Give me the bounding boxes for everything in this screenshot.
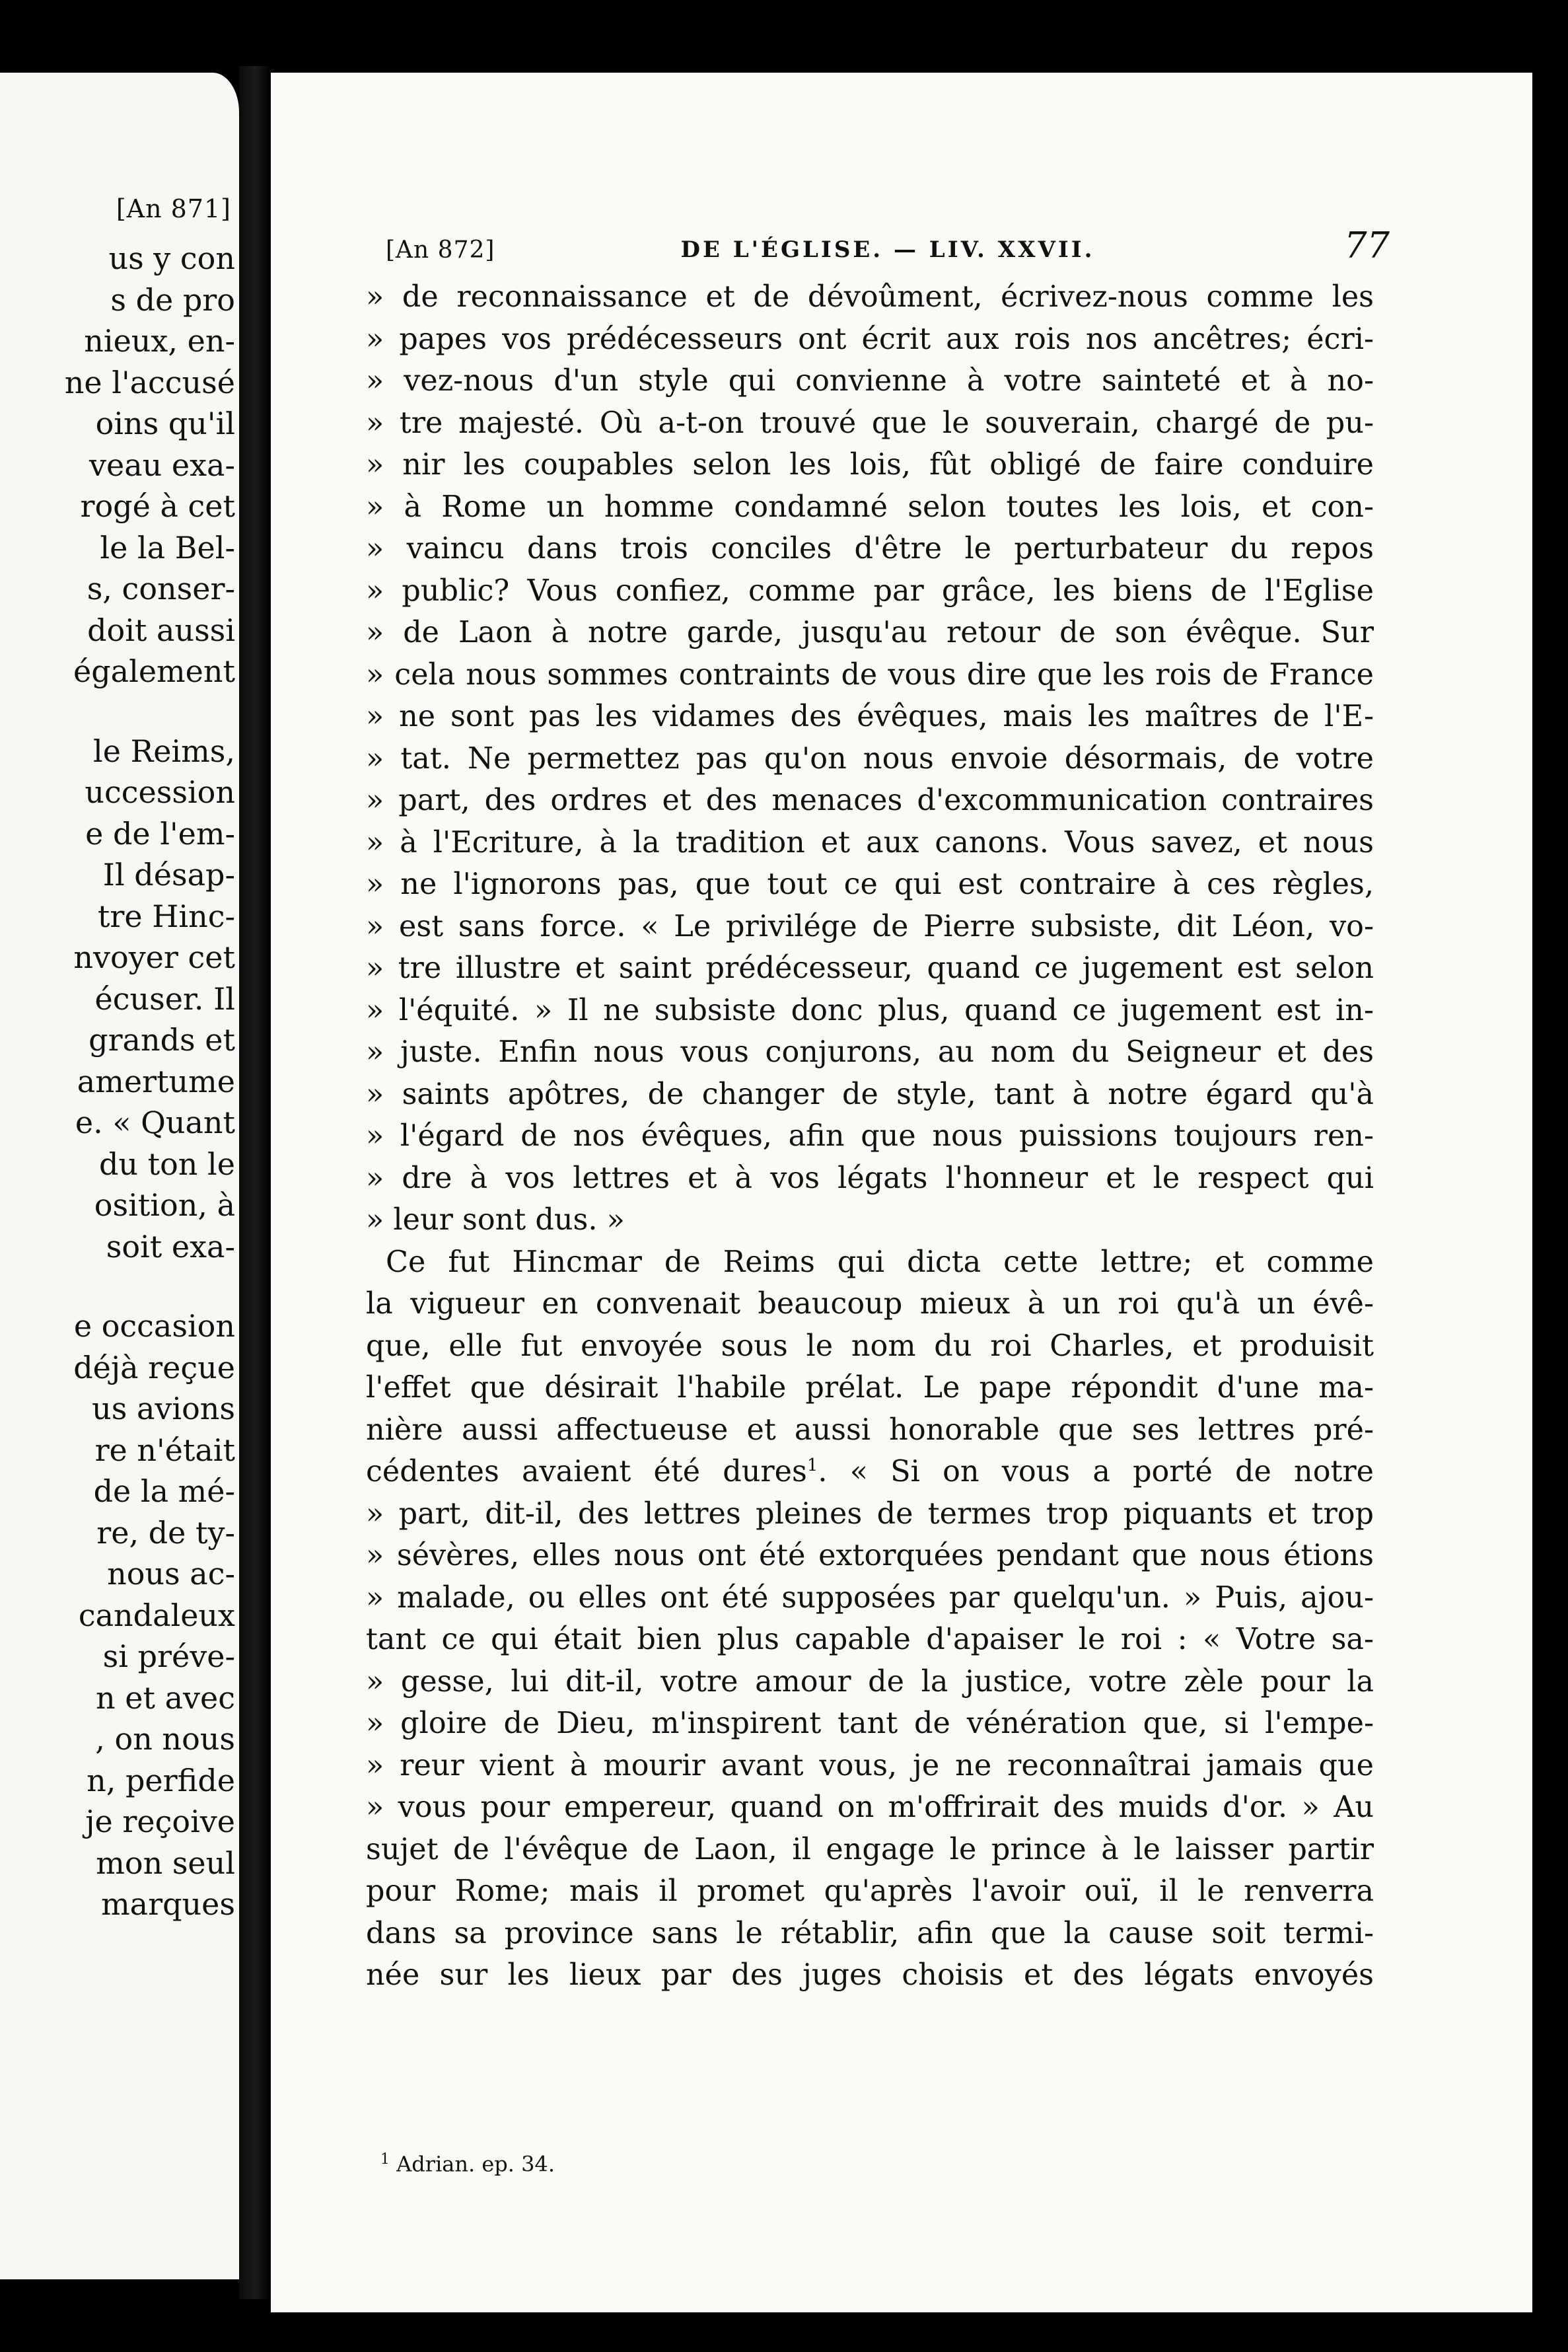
- left-line: marques: [101, 1886, 235, 1922]
- text-line: née sur les lieux par des juges choisis et des légats envoyés: [366, 1958, 1374, 1992]
- left-line: de la mé-: [93, 1473, 235, 1509]
- left-page-text: [11, 238, 235, 1925]
- text-line: » de Laon à notre garde, jusqu'au retour de son évêque. Sur: [366, 616, 1374, 649]
- left-line: n, perfide: [87, 1762, 235, 1798]
- running-head-title: DE L'ÉGLISE. — LIV. XXVII.: [680, 237, 1095, 263]
- left-facing-page: [0, 73, 239, 2279]
- left-line: du ton le: [98, 1146, 235, 1182]
- text-line: nière aussi affectueuse et aussi honorable que ses lettres pré-: [366, 1413, 1374, 1447]
- text-line: » nir les coupables selon les lois, fût obligé de faire conduire: [366, 448, 1374, 482]
- text-line: » à Rome un homme condamné selon toutes les lois, et con-: [366, 490, 1374, 524]
- footnote-mark: 1: [380, 2151, 390, 2168]
- text-line: » gesse, lui dit-il, votre amour de la justice, votre zèle pour la: [366, 1664, 1374, 1699]
- text-line: la vigueur en convenait beaucoup mieux à un roi qu'à un évê-: [366, 1287, 1374, 1321]
- text-line: » est sans force. « Le privilége de Pierre subsiste, dit Léon, vo-: [366, 909, 1374, 943]
- left-line: re n'était: [94, 1432, 235, 1468]
- left-line: veau exa-: [89, 447, 235, 483]
- text-line: » vous pour empereur, quand on m'offrirait des muids d'or. » Au: [366, 1790, 1374, 1824]
- left-line: re, de ty-: [96, 1514, 235, 1551]
- left-line: le Reims,: [93, 733, 235, 769]
- left-line: Il désap-: [102, 857, 235, 893]
- left-line: je reçoive: [85, 1804, 235, 1839]
- left-line: s de pro: [110, 281, 235, 318]
- left-line: osition, à: [94, 1187, 235, 1223]
- text-line-with-footnote: [366, 1451, 1374, 1493]
- left-line: nous ac-: [107, 1556, 235, 1592]
- running-head: [386, 225, 1390, 276]
- text-line: » public? Vous confiez, comme par grâce, les biens de l'Eglise: [366, 573, 1374, 608]
- left-line: si préve-: [102, 1638, 235, 1674]
- text-line: » vez-nous d'un style qui convienne à votre sainteté et à no-: [366, 364, 1374, 398]
- left-line: oins qu'il: [95, 406, 235, 441]
- text-line: » part, dit-il, des lettres pleines de termes trop piquants et trop: [366, 1496, 1374, 1531]
- left-line: amertume: [77, 1063, 235, 1099]
- running-head-year: [An 872]: [386, 237, 495, 264]
- left-line: n et avec: [96, 1679, 235, 1716]
- left-page-running-head: [An 871]: [116, 194, 231, 223]
- text-line: » part, des ordres et des menaces d'excommunication contraires: [366, 784, 1374, 817]
- left-line: écuser. Il: [94, 980, 235, 1017]
- text-line: » saints apôtres, de changer de style, tant à notre égard qu'à: [366, 1077, 1374, 1111]
- left-line: s, conser-: [87, 571, 235, 606]
- text-line: sujet de l'évêque de Laon, il engage le prince à le laisser partir: [366, 1832, 1374, 1866]
- text-line: l'effet que désirait l'habile prélat. Le pape répondit d'une ma-: [366, 1371, 1374, 1405]
- text-line: » malade, ou elles ont été supposées par quelqu'un. » Puis, ajou-: [366, 1580, 1374, 1615]
- text-fragment: cédentes avaient été dures: [366, 1455, 807, 1488]
- text-line: » leur sont dus. »: [366, 1203, 625, 1237]
- text-line: » vaincu dans trois conciles d'être le perturbateur du repos: [366, 532, 1374, 566]
- footnote-text: Adrian. ep. 34.: [396, 2151, 555, 2177]
- text-line: pour Rome; mais il promet qu'après l'avoir ouï, il le renverra: [366, 1874, 1374, 1908]
- left-line: e occasion: [73, 1308, 235, 1344]
- text-line: dans sa province sans le rétablir, afin que la cause soit termi-: [366, 1916, 1374, 1950]
- left-line: nvoyer cet: [73, 939, 235, 975]
- left-line: us y con: [108, 240, 235, 276]
- left-line: rogé à cet: [80, 488, 235, 524]
- text-line: Ce fut Hincmar de Reims qui dicta cette lettre; et comme: [386, 1245, 1374, 1279]
- page-number: 77: [1344, 225, 1390, 266]
- text-line: » à l'Ecriture, à la tradition et aux canons. Vous savez, et nous: [366, 825, 1374, 860]
- left-line: us avions: [92, 1391, 235, 1426]
- left-line: grands et: [89, 1022, 235, 1058]
- text-line: » tre illustre et saint prédécesseur, quand ce jugement est selon: [366, 951, 1374, 985]
- left-line: doit aussi: [87, 612, 235, 648]
- text-line: » gloire de Dieu, m'inspirent tant de vénération que, si l'empe-: [366, 1707, 1374, 1740]
- left-line: également: [73, 653, 235, 689]
- left-line: nieux, en-: [84, 323, 235, 359]
- text-line: tant ce qui était bien plus capable d'apaiser le roi : « Votre sa-: [366, 1623, 1374, 1656]
- text-line: » ne sont pas les vidames des évêques, mais les maîtres de l'E-: [366, 700, 1374, 733]
- text-line: » l'égard de nos évêques, afin que nous puissions toujours ren-: [366, 1119, 1374, 1153]
- left-line: tre Hinc-: [97, 898, 235, 934]
- text-line: » cela nous sommes contraints de vous dire que les rois de France: [366, 657, 1374, 692]
- text-line: » reur vient à mourir avant vous, je ne reconnaîtrai jamais que: [366, 1748, 1374, 1782]
- text-fragment: . « Si on vous a porté de notre: [818, 1455, 1374, 1488]
- right-page: [271, 73, 1532, 2312]
- left-line: e de l'em-: [85, 815, 235, 852]
- left-line: uccession: [85, 774, 235, 810]
- footnote-reference: 1: [806, 1455, 818, 1476]
- text-line: » sévères, elles nous ont été extorquées pendant que nous étions: [366, 1539, 1374, 1572]
- body-text: [366, 276, 1374, 1997]
- text-line: » dre à vos lettres et à vos légats l'honneur et le respect qui: [366, 1161, 1374, 1195]
- left-line: ne l'accusé: [64, 364, 235, 400]
- left-line: , on nous: [95, 1721, 235, 1757]
- text-line: » juste. Enfin nous vous conjurons, au nom du Seigneur et des: [366, 1035, 1374, 1069]
- left-line: le la Bel-: [100, 529, 235, 566]
- left-line: soit exa-: [106, 1228, 235, 1265]
- text-line: » tat. Ne permettez pas qu'on nous envoie désormais, de votre: [366, 741, 1374, 776]
- text-line: que, elle fut envoyée sous le nom du roi Charles, et produisit: [366, 1329, 1374, 1363]
- book-gutter: [239, 66, 271, 2299]
- text-line: » papes vos prédécesseurs ont écrit aux rois nos ancêtres; écri-: [366, 322, 1374, 356]
- left-line: mon seul: [96, 1845, 235, 1881]
- left-line: déjà reçue: [73, 1349, 235, 1385]
- text-line: » l'équité. » Il ne subsiste donc plus, quand ce jugement est in-: [366, 993, 1374, 1027]
- text-line: » de reconnaissance et de dévoûment, écrivez-nous comme les: [366, 280, 1374, 314]
- text-line: » ne l'ignorons pas, que tout ce qui est contraire à ces règles,: [366, 867, 1374, 901]
- text-line: » tre majesté. Où a-t-on trouvé que le souverain, chargé de pu-: [366, 406, 1374, 440]
- left-line: candaleux: [78, 1597, 235, 1633]
- left-line: e. « Quant: [75, 1105, 235, 1140]
- footnote: [380, 2151, 555, 2177]
